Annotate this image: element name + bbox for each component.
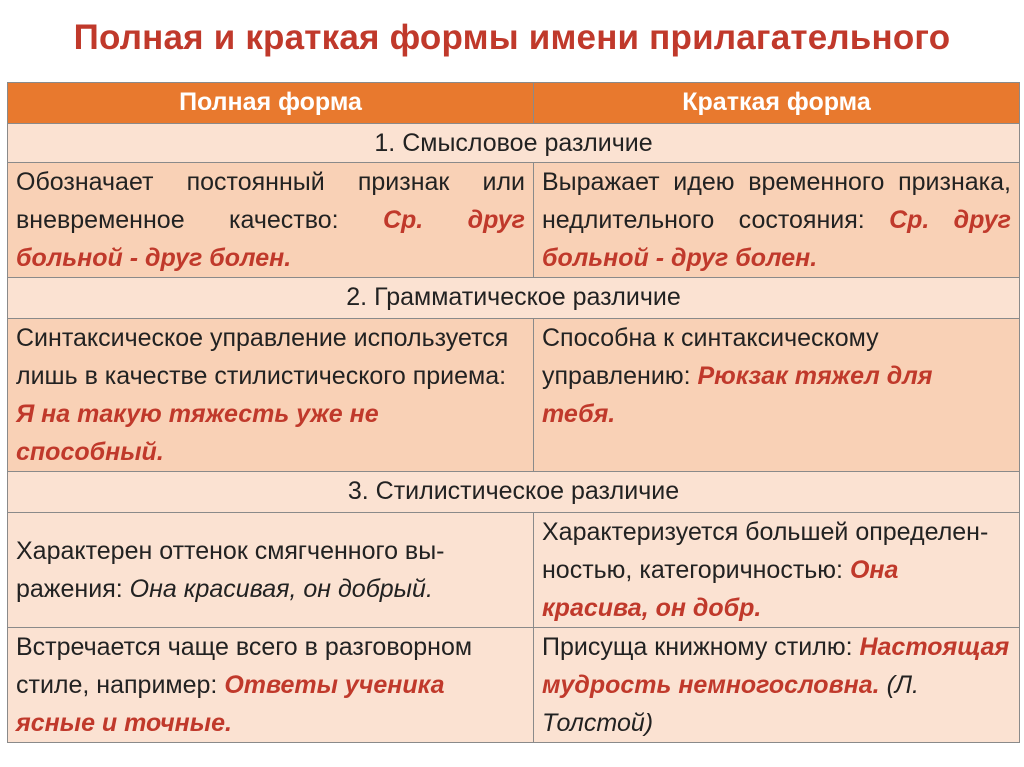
section-heading-grammatical: 2. Грамматическое различие [8,278,1020,319]
cell-short-stylistic-1 [534,513,1020,628]
cell-full-grammatical [8,319,534,472]
table-header-row [8,83,1020,124]
cell-text: Способна к синтаксическому управлению: [542,324,879,390]
section-row-semantic [8,124,1020,163]
header-short-form: Краткая форма [534,83,1020,124]
cell-text: Характеризуется большей определен-ностью, категоричностью: [542,518,989,584]
cell-example: Настоящая мудрость немногословна. [542,633,1010,699]
section-heading-stylistic: 3. Стилистическое различие [8,472,1020,513]
cell-example: Она красивая, он добрый. [129,575,433,603]
cell-text: Синтаксическое управление используется лишь в качестве стилистического приема: [16,324,509,390]
section-heading-semantic: 1. Смысловое различие [8,124,1020,163]
cell-short-grammatical [534,319,1020,472]
table-row [8,163,1020,278]
section-row-stylistic [8,472,1020,513]
table-row [8,628,1020,743]
cell-short-semantic [534,163,1020,278]
cell-full-stylistic-1 [8,513,534,628]
comparison-table [7,82,1020,743]
table-row [8,513,1020,628]
cell-source: (Л. Толстой) [542,671,919,737]
cell-example: Рюкзак тяжел для тебя. [542,362,933,428]
page-title: Полная и краткая формы имени прилагательного [73,18,951,57]
cell-text: Обозначает постоянный признак или вневременное качество: [16,168,525,234]
cell-example: Ср. друг больной - друг болен. [16,206,525,272]
cell-text: Выражает идею временного признака, недлительного состояния: [542,168,1011,234]
cell-short-stylistic-2 [534,628,1020,743]
cell-text: Встречается чаще всего в разговорном стиле, например: [16,633,473,699]
table-row [8,319,1020,472]
cell-text: Присуща книжному стилю: [542,633,860,661]
section-row-grammatical [8,278,1020,319]
header-full-form: Полная форма [8,83,534,124]
cell-full-stylistic-2 [8,628,534,743]
cell-example: Я на такую тяжесть уже не способный. [16,400,379,466]
cell-example: Ответы ученика ясные и точные. [16,671,445,737]
cell-full-semantic [8,163,534,278]
cell-example: Она красива, он добр. [542,556,899,622]
cell-example: Ср. друг больной - друг болен. [542,206,1011,272]
cell-text: Характерен оттенок смягченного вы-ражения: [16,537,445,603]
